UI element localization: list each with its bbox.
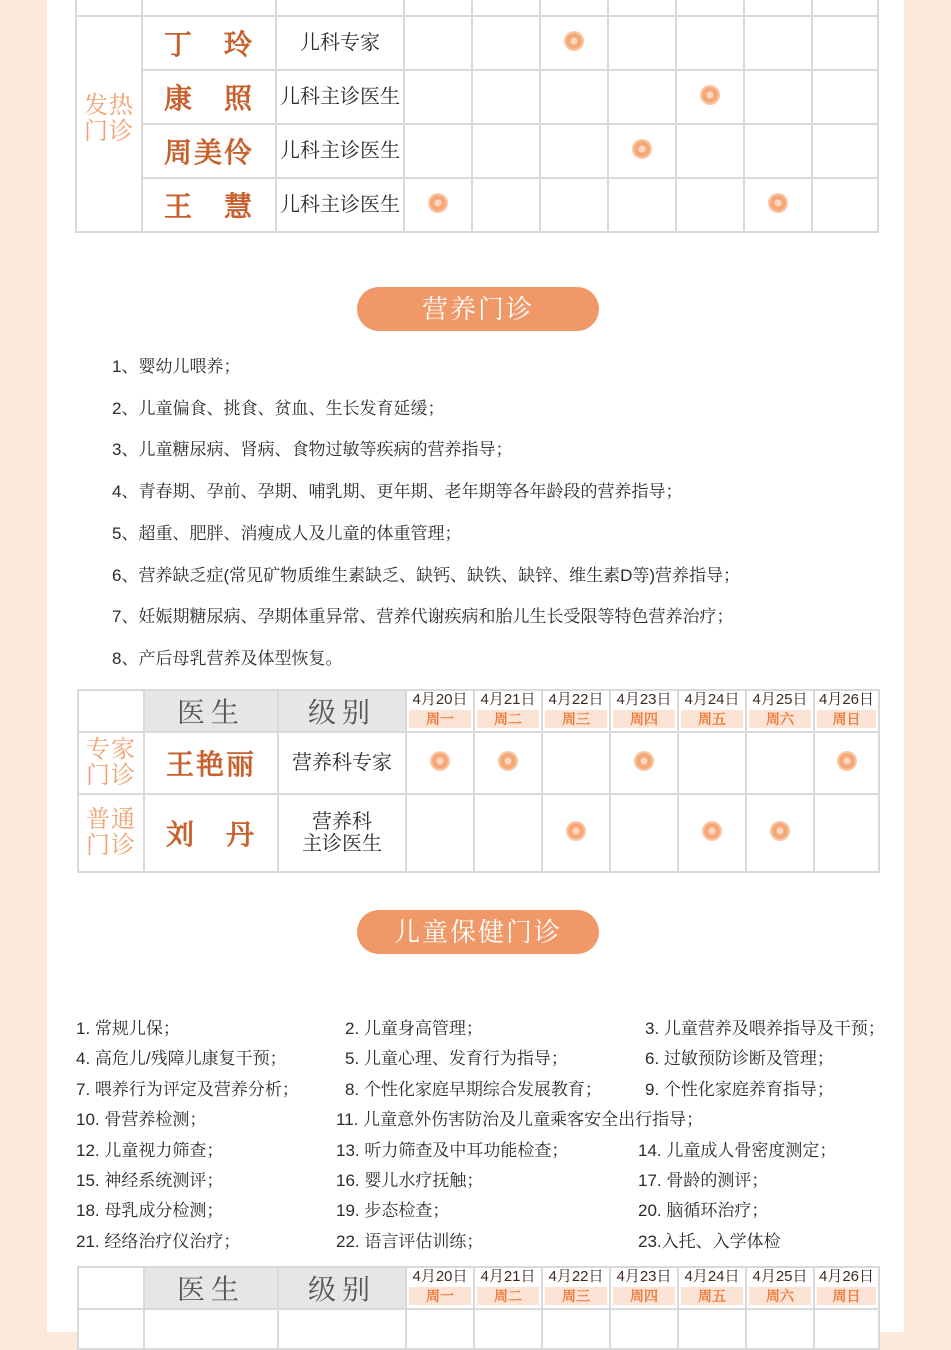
- list-item: 10. 骨营养检测；: [76, 1110, 207, 1130]
- doctor-level: 儿科主诊医生: [280, 140, 400, 162]
- schedule-cell: [678, 732, 746, 794]
- list-item: 13. 听力筛查及中耳功能检查；: [336, 1140, 569, 1160]
- clinic-category-label: 普通 门诊: [86, 806, 136, 859]
- schedule-cell: [472, 16, 540, 70]
- on-duty-dot-icon: [770, 195, 786, 211]
- schedule-cell: [404, 70, 472, 124]
- child-health-schedule-table: [77, 1266, 880, 1350]
- date-column-header: [678, 690, 746, 732]
- list-item: 20. 脑循环治疗；: [638, 1201, 769, 1221]
- doctor-level: 儿科主诊医生: [280, 194, 400, 216]
- schedule-cell: [812, 16, 878, 70]
- doctor-level: 营养科 主诊医生: [302, 811, 382, 855]
- list-item: 6、营养缺乏症(常见矿物质维生素缺乏、缺钙、缺铁、缺锌、维生素D等)营养指导；: [112, 565, 741, 585]
- on-duty-dot-icon: [839, 753, 855, 769]
- weekday-label: 周五: [681, 710, 743, 728]
- doctor-level-cell: [278, 794, 406, 872]
- schedule-cell: [676, 124, 744, 178]
- schedule-cell: [610, 794, 678, 872]
- date-column-header: [474, 1267, 542, 1309]
- table-header-row: [78, 1267, 879, 1309]
- doctor-name: 周美伶: [163, 137, 254, 168]
- list-item: 12. 儿童视力筛查；: [76, 1140, 224, 1160]
- list-item: 1、婴幼儿喂养；: [112, 357, 241, 376]
- date-label: 4月25日: [752, 691, 808, 708]
- weekday-label: 周二: [477, 710, 539, 728]
- weekday-label: 周六: [749, 1287, 811, 1305]
- schedule-cell: [608, 70, 676, 124]
- schedule-cell: [608, 124, 676, 178]
- doctor-name-cell: [144, 794, 278, 872]
- date-label: 4月22日: [548, 691, 604, 708]
- header-blank-cell: [78, 1267, 144, 1309]
- clinic-category-label: 发热 门诊: [84, 92, 134, 145]
- date-column-header: [814, 1267, 879, 1309]
- schedule-cell: [406, 794, 474, 872]
- on-duty-dot-icon: [566, 33, 582, 49]
- list-item: 2. 儿童身高管理；: [345, 1019, 483, 1038]
- date-column-header: [406, 690, 474, 732]
- schedule-cell: [678, 794, 746, 872]
- weekday-label: 周六: [749, 710, 811, 728]
- schedule-cell: [814, 1309, 879, 1349]
- schedule-cell: [608, 178, 676, 232]
- date-column-header: [610, 690, 678, 732]
- on-duty-dot-icon: [432, 753, 448, 769]
- doctor-name-cell: [142, 16, 276, 70]
- doctor-name-cell: [142, 70, 276, 124]
- nutrition-title-pill: 营养门诊: [357, 287, 599, 331]
- clinic-category-cell: [78, 794, 144, 872]
- on-duty-dot-icon: [430, 195, 446, 211]
- list-item: 16. 婴儿水疗抚触；: [336, 1171, 484, 1190]
- list-item: 9. 个性化家庭养育指导；: [645, 1079, 834, 1099]
- date-label: 4月24日: [684, 691, 740, 708]
- doctor-level: 营养科专家: [292, 752, 392, 774]
- date-column-header: [542, 690, 610, 732]
- weekday-label: 周四: [613, 1287, 675, 1305]
- clinic-category-cell: [78, 732, 144, 794]
- schedule-cell: [406, 1309, 474, 1349]
- schedule-cell: [144, 1309, 278, 1349]
- date-label: 4月26日: [818, 1268, 875, 1285]
- list-item: 14. 儿童成人骨密度测定；: [638, 1140, 837, 1160]
- weekday-label: 周日: [817, 710, 876, 728]
- level-column-header: 级别: [278, 1267, 406, 1309]
- list-item: 19. 步态检查；: [336, 1201, 450, 1221]
- schedule-cell: [474, 794, 542, 872]
- doctor-level: 儿科主诊医生: [280, 86, 400, 108]
- list-item: 18. 母乳成分检测；: [76, 1201, 224, 1221]
- clinic-category-label: 专家 门诊: [86, 736, 136, 789]
- schedule-cell: [406, 732, 474, 794]
- list-item: 8. 个性化家庭早期综合发展教育；: [345, 1079, 602, 1099]
- schedule-cell: [812, 70, 878, 124]
- schedule-cell: [542, 1309, 610, 1349]
- schedule-cell: [608, 16, 676, 70]
- doctor-name: 康 照: [163, 83, 254, 114]
- schedule-cell: [678, 1309, 746, 1349]
- table-row: [78, 794, 879, 872]
- date-label: 4月21日: [480, 691, 536, 708]
- fever-clinic-table: [75, 0, 879, 233]
- on-duty-dot-icon: [772, 823, 788, 839]
- schedule-cell: [540, 124, 608, 178]
- doctor-level-cell: [276, 178, 404, 232]
- schedule-cell: [746, 1309, 814, 1349]
- schedule-cell: [540, 70, 608, 124]
- list-item: 23.入托、入学体检: [638, 1231, 781, 1251]
- child-health-title-pill: 儿童保健门诊: [357, 910, 599, 954]
- list-item: 7. 喂养行为评定及营养分析；: [76, 1079, 299, 1099]
- schedule-cell: [744, 178, 812, 232]
- doctor-name: 王 慧: [163, 191, 254, 222]
- date-label: 4月20日: [412, 691, 468, 708]
- on-duty-dot-icon: [500, 753, 516, 769]
- on-duty-dot-icon: [568, 823, 584, 839]
- schedule-cell: [676, 16, 744, 70]
- schedule-cell: [814, 794, 879, 872]
- list-item: 15. 神经系统测评；: [76, 1171, 224, 1190]
- doctor-level-cell: [278, 732, 406, 794]
- header-blank-cell: [78, 690, 144, 732]
- doctor-name: 王艳丽: [165, 749, 256, 780]
- list-item: 4. 高危儿/残障儿康复干预；: [76, 1049, 287, 1069]
- date-column-header: [678, 1267, 746, 1309]
- schedule-cell: [404, 178, 472, 232]
- schedule-cell: [542, 732, 610, 794]
- date-column-header: [746, 690, 814, 732]
- doctor-column-header: 医生: [144, 690, 278, 732]
- list-item: 1. 常规儿保；: [76, 1019, 180, 1038]
- schedule-cell: [812, 178, 878, 232]
- schedule-cell: [744, 70, 812, 124]
- list-item: 3. 儿童营养及喂养指导及干预；: [645, 1019, 885, 1038]
- on-duty-dot-icon: [702, 87, 718, 103]
- list-item: 5. 儿童心理、发育行为指导；: [345, 1049, 568, 1069]
- date-label: 4月22日: [548, 1268, 604, 1285]
- doctor-name-cell: [144, 732, 278, 794]
- nutrition-schedule-table: [77, 689, 880, 873]
- list-item: 4、青春期、孕前、孕期、哺乳期、更年期、老年期等各年龄段的营养指导；: [112, 482, 683, 502]
- schedule-cell: [812, 124, 878, 178]
- date-label: 4月23日: [616, 1268, 672, 1285]
- level-column-header: 级别: [278, 690, 406, 732]
- list-item: 2、儿童偏食、挑食、贫血、生长发育延缓；: [112, 398, 445, 418]
- list-item: 17. 骨龄的测评；: [638, 1171, 769, 1190]
- schedule-cell: [676, 178, 744, 232]
- doctor-level-cell: [276, 124, 404, 178]
- list-item: 5、超重、肥胖、消瘦成人及儿童的体重管理；: [112, 523, 462, 543]
- date-column-header: [542, 1267, 610, 1309]
- date-label: 4月20日: [412, 1268, 468, 1285]
- weekday-label: 周四: [613, 710, 675, 728]
- schedule-cell: [746, 794, 814, 872]
- schedule-cell: [746, 732, 814, 794]
- list-item: 3、儿童糖尿病、肾病、食物过敏等疾病的营养指导；: [112, 440, 513, 460]
- list-item: 7、妊娠期糖尿病、孕期体重异常、营养代谢疾病和胎儿生长受限等特色营养治疗；: [112, 607, 734, 627]
- date-column-header: [610, 1267, 678, 1309]
- list-item: 21. 经络治疗仪治疗；: [76, 1231, 241, 1251]
- schedule-cell: [676, 70, 744, 124]
- table-row: [76, 124, 878, 178]
- schedule-cell: [404, 124, 472, 178]
- clinic-category-cell: [76, 16, 142, 232]
- schedule-cell: [472, 70, 540, 124]
- weekday-label: 周一: [409, 1287, 471, 1305]
- table-row: [76, 16, 878, 70]
- doctor-level-cell: [276, 70, 404, 124]
- schedule-cell: [472, 178, 540, 232]
- doctor-name: 刘 丹: [165, 819, 256, 850]
- doctor-level-cell: [276, 16, 404, 70]
- schedule-cell: [404, 16, 472, 70]
- schedule-cell: [744, 124, 812, 178]
- date-column-header: [474, 690, 542, 732]
- schedule-cell: [278, 1309, 406, 1349]
- schedule-cell: [474, 1309, 542, 1349]
- doctor-column-header: 医生: [144, 1267, 278, 1309]
- date-label: 4月25日: [752, 1268, 808, 1285]
- weekday-label: 周一: [409, 710, 471, 728]
- date-column-header: [406, 1267, 474, 1309]
- schedule-cell: [610, 732, 678, 794]
- schedule-cell: [540, 178, 608, 232]
- table-row: [76, 70, 878, 124]
- weekday-label: 周五: [681, 1287, 743, 1305]
- date-label: 4月23日: [616, 691, 672, 708]
- list-item: 8、产后母乳营养及体型恢复。: [112, 648, 343, 668]
- on-duty-dot-icon: [636, 753, 652, 769]
- date-column-header: [746, 1267, 814, 1309]
- list-item: 11. 儿童意外伤害防治及儿童乘客安全出行指导；: [336, 1110, 704, 1130]
- date-label: 4月21日: [480, 1268, 536, 1285]
- list-item: 6. 过敏预防诊断及管理；: [645, 1049, 834, 1069]
- schedule-cell: [540, 16, 608, 70]
- schedule-cell: [472, 124, 540, 178]
- schedule-cell: [474, 732, 542, 794]
- table-row: [78, 732, 879, 794]
- on-duty-dot-icon: [704, 823, 720, 839]
- weekday-label: 周二: [477, 1287, 539, 1305]
- schedule-cell: [542, 794, 610, 872]
- schedule-cell: [610, 1309, 678, 1349]
- date-column-header: [814, 690, 879, 732]
- doctor-name-cell: [142, 178, 276, 232]
- doctor-name: 丁 玲: [163, 29, 254, 60]
- doctor-level: 儿科专家: [300, 32, 380, 54]
- table-row: [76, 178, 878, 232]
- list-item: 22. 语言评估训练；: [336, 1231, 484, 1251]
- weekday-label: 周日: [817, 1287, 876, 1305]
- weekday-label: 周三: [545, 1287, 607, 1305]
- date-label: 4月24日: [684, 1268, 740, 1285]
- table-row: [78, 1309, 879, 1349]
- table-header-row: [78, 690, 879, 732]
- schedule-cell: [814, 732, 879, 794]
- schedule-cell: [744, 16, 812, 70]
- schedule-cell: [78, 1309, 144, 1349]
- doctor-name-cell: [142, 124, 276, 178]
- on-duty-dot-icon: [634, 141, 650, 157]
- weekday-label: 周三: [545, 710, 607, 728]
- date-label: 4月26日: [818, 691, 875, 708]
